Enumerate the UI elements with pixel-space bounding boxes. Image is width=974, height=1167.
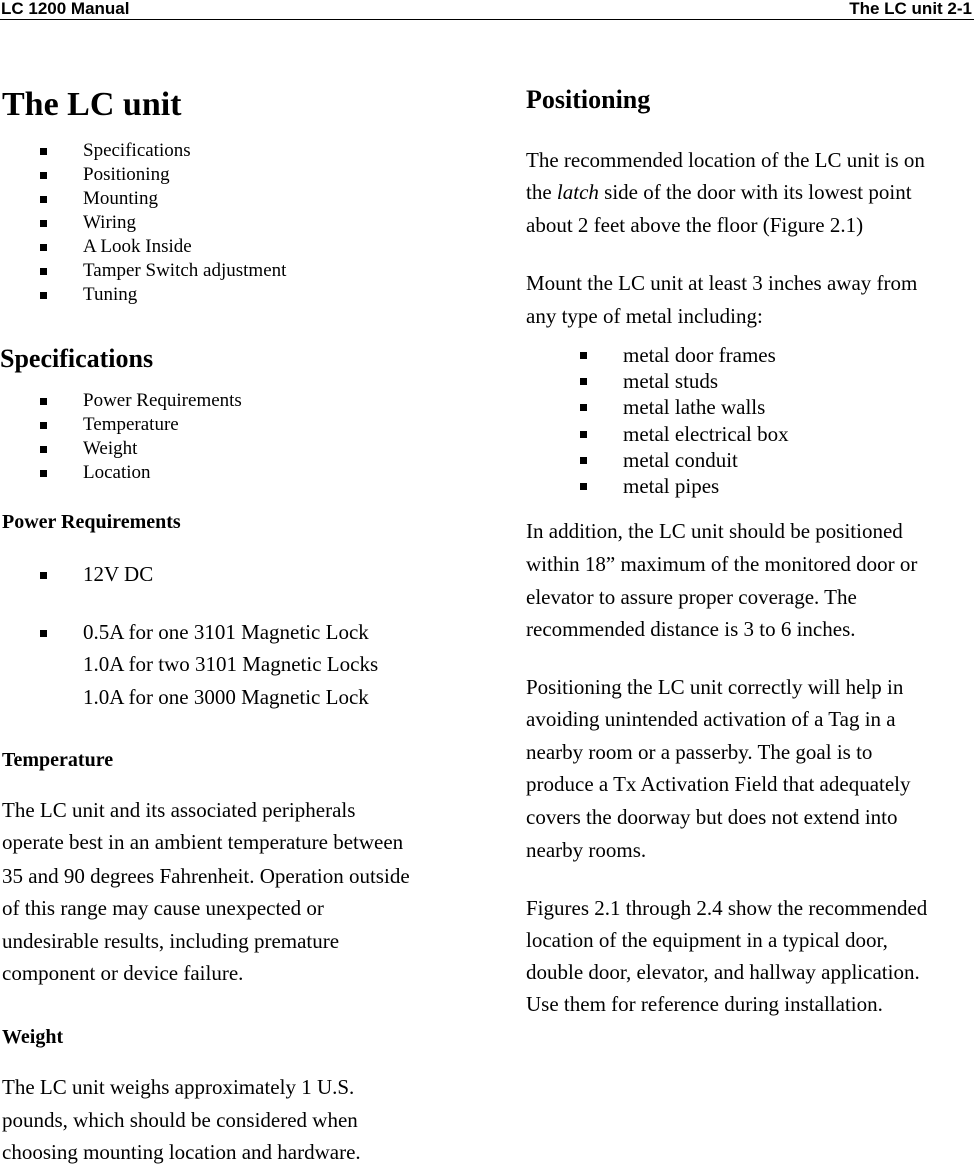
text-line: 35 and 90 degrees Fahrenheit. Operation outside	[2, 864, 410, 888]
text-line: nearby rooms.	[526, 838, 647, 862]
list-item: Wiring	[83, 212, 137, 233]
text-line: The LC unit weighs approximately 1 U.S.	[2, 1075, 355, 1099]
list-item-continuation: 1.0A for one 3000 Magnetic Lock	[83, 685, 369, 709]
bullet-icon	[40, 292, 47, 299]
bullet-icon	[40, 446, 47, 453]
latch-emphasis: latch	[556, 180, 599, 204]
bullet-icon	[40, 172, 47, 179]
manual-title: LC 1200 Manual	[1, 0, 130, 18]
text-line: the latch side of the door with its lowest point	[526, 180, 912, 204]
list-item: Positioning	[83, 164, 170, 185]
list-item: metal lathe walls	[623, 395, 766, 419]
page-number: The LC unit 2-1	[849, 0, 972, 18]
bullet-icon	[580, 457, 587, 464]
text-line: covers the doorway but does not extend into	[526, 805, 898, 829]
text-line: recommended distance is 3 to 6 inches.	[526, 617, 856, 641]
bullet-icon	[580, 378, 587, 385]
bullet-icon	[40, 572, 47, 579]
list-item: metal studs	[623, 369, 719, 393]
text-line: choosing mounting location and hardware.	[2, 1140, 361, 1164]
bullet-icon	[40, 422, 47, 429]
text-line: any type of metal including:	[526, 304, 763, 328]
text-line: avoiding unintended activation of a Tag in a	[526, 707, 896, 731]
text-line: within 18” maximum of the monitored door or	[526, 552, 918, 576]
text-line: double door, elevator, and hallway application.	[526, 960, 920, 984]
list-item: Tuning	[83, 284, 138, 305]
text-line: elevator to assure proper coverage. The	[526, 585, 857, 609]
list-item: metal conduit	[623, 448, 738, 472]
bullet-icon	[40, 196, 47, 203]
subsection-heading: Weight	[2, 1026, 64, 1048]
list-item: Tamper Switch adjustment	[83, 260, 287, 281]
bullet-icon	[580, 404, 587, 411]
subsection-heading: Temperature	[2, 749, 114, 771]
bullet-icon	[40, 220, 47, 227]
list-item: metal door frames	[623, 343, 776, 367]
text-line: pounds, which should be considered when	[2, 1108, 358, 1132]
list-item: Power Requirements	[83, 390, 242, 411]
bullet-icon	[580, 483, 587, 490]
list-item: metal electrical box	[623, 422, 789, 446]
bullet-icon	[40, 148, 47, 155]
list-item: Weight	[83, 438, 138, 459]
bullet-icon	[40, 398, 47, 405]
subsection-heading: Power Requirements	[2, 511, 181, 533]
text-line: about 2 feet above the floor (Figure 2.1)	[526, 213, 864, 237]
text-line: The LC unit and its associated peripherals	[2, 798, 356, 822]
chapter-title: The LC unit	[2, 86, 182, 123]
bullet-icon	[580, 431, 587, 438]
section-heading: Specifications	[0, 344, 154, 373]
text-line: Mount the LC unit at least 3 inches away from	[526, 271, 918, 295]
text-line: Positioning the LC unit correctly will help in	[526, 675, 904, 699]
text-line: In addition, the LC unit should be positioned	[526, 519, 903, 543]
text-line: location of the equipment in a typical door,	[526, 928, 888, 952]
text-line: of this range may cause unexpected or	[2, 896, 324, 920]
text-line: undesirable results, including premature	[2, 929, 340, 953]
list-item: Mounting	[83, 188, 158, 209]
list-item: Location	[83, 462, 151, 483]
list-item: Temperature	[83, 414, 179, 435]
section-heading: Positioning	[526, 85, 651, 114]
text-line: The recommended location of the LC unit is on	[526, 148, 925, 172]
bullet-icon	[40, 268, 47, 275]
list-item: 12V DC	[83, 562, 154, 586]
text-line: operate best in an ambient temperature between	[2, 830, 404, 854]
text-line: produce a Tx Activation Field that adequately	[526, 772, 911, 796]
text-line: Figures 2.1 through 2.4 show the recommended	[526, 896, 928, 920]
bullet-icon	[40, 630, 47, 637]
text-line: component or device failure.	[2, 961, 244, 985]
list-item: metal pipes	[623, 474, 720, 498]
bullet-icon	[580, 352, 587, 359]
page-header	[0, 0, 974, 20]
bullet-icon	[40, 470, 47, 477]
text-line: nearby room or a passerby. The goal is to	[526, 740, 873, 764]
list-item: A Look Inside	[83, 236, 192, 257]
list-item-continuation: 1.0A for two 3101 Magnetic Locks	[83, 652, 379, 676]
text-line: Use them for reference during installation.	[526, 992, 883, 1016]
bullet-icon	[40, 244, 47, 251]
list-item: Specifications	[83, 140, 191, 161]
list-item: 0.5A for one 3101 Magnetic Lock	[83, 620, 369, 644]
